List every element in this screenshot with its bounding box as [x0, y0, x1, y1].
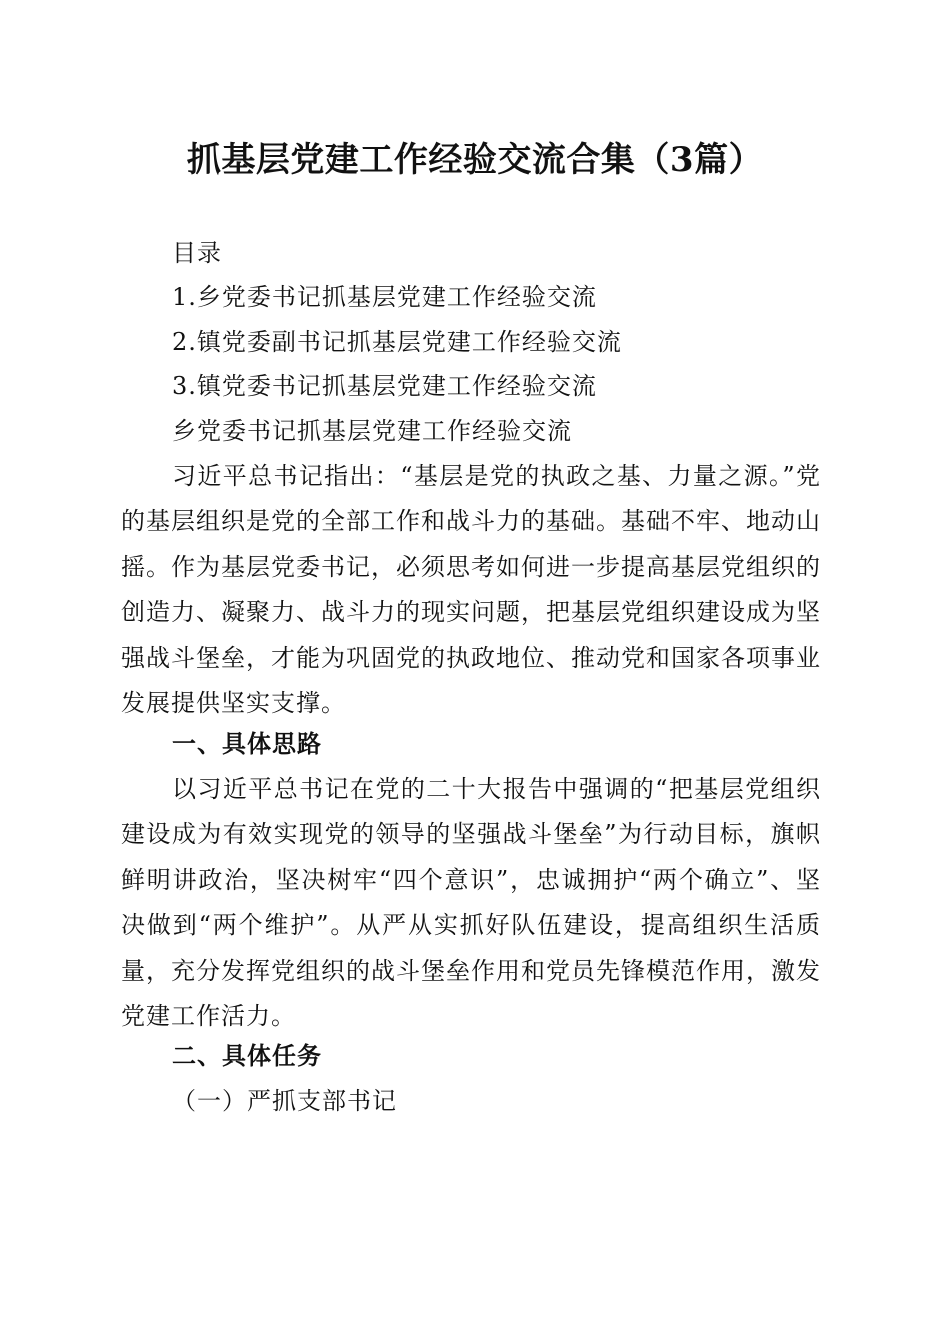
toc-label: 目录 [172, 239, 222, 267]
document-title: 抓基层党建工作经验交流合集（3篇） [186, 140, 764, 180]
subsection-1-heading: （一）严抓支部书记 [172, 1087, 397, 1115]
section-2-heading: 二、具体任务 [172, 1042, 322, 1070]
section-1-paragraph: 以习近平总书记在党的二十大报告中强调的“把基层党组织建设成为有效实现党的领导的坚强战斗堡垒”为行动目标，旗帜鲜明讲政治，坚决树牢“四个意识”，忠诚拥护“两个确立”、坚决做到“两个维护”。从严从实抓好队伍建设，提高组织生活质量，充分发挥党组织的战斗堡垒作用和党员先锋模范作用，激发党建工作活力。 [121, 775, 821, 1031]
article-title: 乡党委书记抓基层党建工作经验交流 [172, 417, 572, 445]
intro-paragraph: 习近平总书记指出：“基层是党的执政之基、力量之源。”党的基层组织是党的全部工作和战斗力的基础。基础不牢、地动山摇。作为基层党委书记，必须思考如何进一步提高基层党组织的创造力、凝聚力、战斗力的现实问题，把基层党组织建设成为坚强战斗堡垒，才能为巩固党的执政地位、推动党和国家各项事业发展提供坚实支撑。 [121, 462, 821, 718]
toc-item-3: 3.镇党委书记抓基层党建工作经验交流 [172, 372, 597, 400]
toc-item-2: 2.镇党委副书记抓基层党建工作经验交流 [172, 328, 622, 356]
section-1-heading: 一、具体思路 [172, 730, 322, 758]
toc-item-1: 1.乡党委书记抓基层党建工作经验交流 [172, 283, 597, 311]
